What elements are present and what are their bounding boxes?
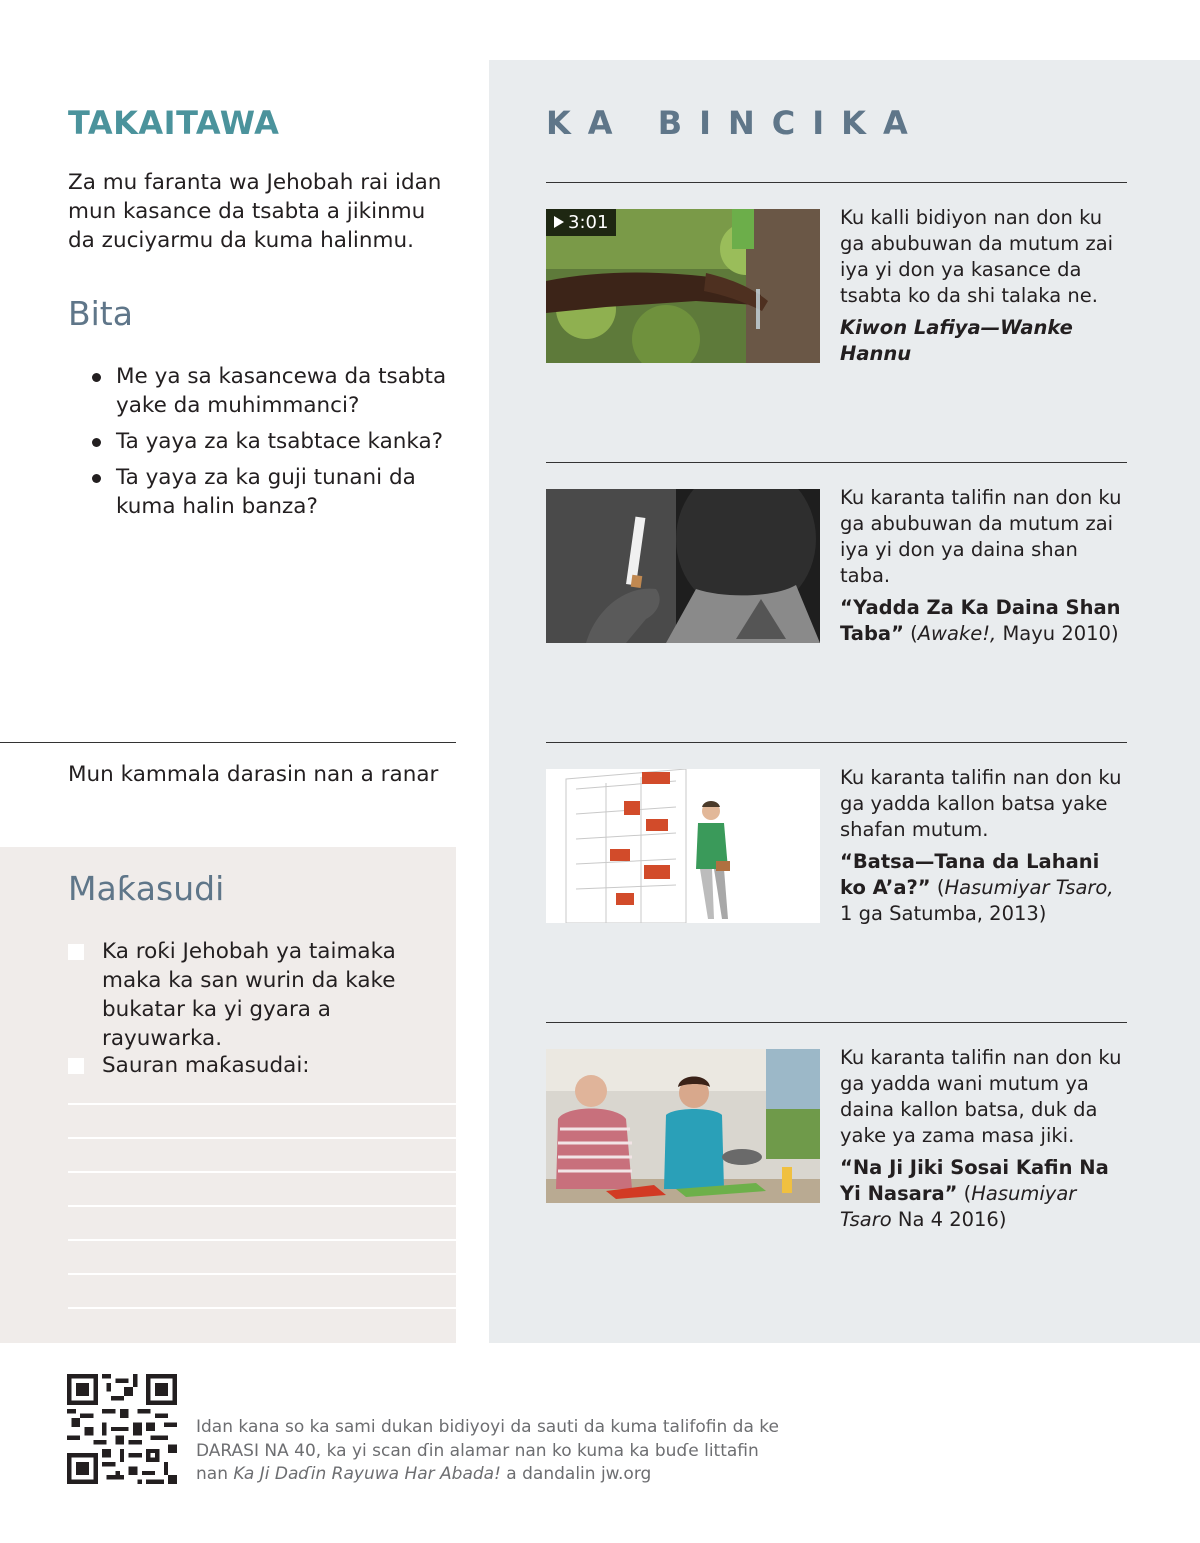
resource-title[interactable]: “Batsa—Tana da Lahani ko A’a?” [840,850,1100,899]
review-item [92,463,452,521]
review-item-text: Me ya sa kasancewa da tsabta yake da muhimmanci? [116,364,447,418]
book-title: Ka Ji Daɗin Rayuwa Har Abada! [233,1464,501,1484]
kitchen-couple-photo[interactable] [546,1049,820,1203]
goal-item[interactable] [68,1051,428,1080]
goals-title: Maƙasudi [68,869,225,908]
video-duration-badge [546,209,616,236]
writing-line[interactable] [68,1137,456,1139]
writing-line[interactable] [68,1239,456,1241]
writing-line[interactable] [68,1307,456,1309]
review-title: Bita [68,294,133,333]
footer-text-part: Idan kana so ka sami dukan bidiyoyi da sauti da kuma talifofin da ke DARASI NA 40, ka yi scan ɗin alamar nan ko kuma ka buɗe littafin nan [196,1417,779,1484]
resource-date: Mayu 2010) [996,622,1119,645]
divider [546,742,1127,743]
summary-text: Za mu faranta wa Jehobah rai idan mun kasance da tsabta a jikinmu da zuciyarmu da kuma halinmu. [68,170,442,253]
divider [546,462,1127,463]
footer-text-part: a dandalin jw.org [500,1464,652,1484]
resource-title[interactable]: “Yadda Za Ka Daina Shan Taba” [840,596,1121,645]
checkbox-icon[interactable] [68,1058,84,1074]
resource-paren: ( [930,876,945,899]
divider [0,742,456,743]
qr-code[interactable] [67,1374,177,1484]
resource-reference[interactable] [840,595,1130,647]
bullet-icon [92,438,101,447]
resource-paren: ( [957,1182,972,1205]
divider [546,1022,1127,1023]
goal-text: Ka roƙi Jehobah ya taimaka maka ka san wurin da kake bukatar ka yi gyara a rayuwarka. [102,939,396,1051]
resource-text [840,205,1130,367]
bullet-icon [92,474,101,483]
goals-panel-background [0,847,456,1343]
completed-date-label[interactable]: Mun kammala darasin nan a ranar [68,762,439,787]
goal-item[interactable] [68,937,428,1053]
resource-title[interactable]: “Na Ji Jiki Sosai Kafin Na Yi Nasara” [840,1156,1109,1205]
resource-source: Hasumiyar Tsaro, [944,876,1114,899]
review-list [92,362,452,528]
writing-line[interactable] [68,1171,456,1173]
writing-line[interactable] [68,1103,456,1105]
review-item [92,427,452,456]
resource-reference[interactable] [840,849,1130,927]
bullet-icon [92,373,101,382]
divider [546,182,1127,183]
goal-text: Sauran maƙasudai: [102,1053,310,1078]
resource-reference[interactable] [840,1155,1130,1233]
checkbox-icon[interactable] [68,944,84,960]
resource-source: Awake!, [917,622,997,645]
resource-reference[interactable] [840,315,1130,367]
resource-title[interactable]: Kiwon Lafiya—Wanke Hannu [840,316,1073,365]
writing-line[interactable] [68,1273,456,1275]
review-item [92,362,452,420]
summary-title: TAKAITAWA [68,104,280,142]
cigarette-photo[interactable] [546,489,820,643]
resource-description: Ku karanta talifin nan don ku ga yadda kallon batsa yake shafan mutum. [840,766,1122,841]
resource-text [840,1045,1130,1233]
review-item-text: Ta yaya za ka tsabtace kanka? [116,429,444,454]
resource-source: Hasumiyar Tsaro [840,1182,1077,1231]
resource-paren: ( [903,622,918,645]
explore-title: KA BINCIKA [546,104,925,142]
resource-description: Ku karanta talifin nan don ku ga yadda wani mutum ya daina kallon batsa, duk da yake ya zama masa jiki. [840,1046,1122,1147]
review-item-text: Ta yaya za ka guji tunani da kuma halin banza? [116,465,416,519]
resource-description: Ku kalli bidiyon nan don ku ga abubuwan da mutum zai iya yi don ya kasance da tsabta ko da shi talaka ne. [840,206,1114,307]
video-duration: 3:01 [568,212,609,233]
footer-text [196,1416,796,1487]
resource-date: 1 ga Satumba, 2013) [840,902,1047,925]
resource-text [840,485,1130,647]
resource-description: Ku karanta talifin nan don ku ga abubuwan da mutum zai iya yi don ya daina shan taba. [840,486,1122,587]
resource-date: Na 4 2016) [891,1208,1007,1231]
play-icon [554,216,564,228]
writing-line[interactable] [68,1205,456,1207]
resource-text [840,765,1130,927]
library-illustration[interactable] [546,769,820,923]
hand-washing-video-thumbnail[interactable] [546,209,820,363]
